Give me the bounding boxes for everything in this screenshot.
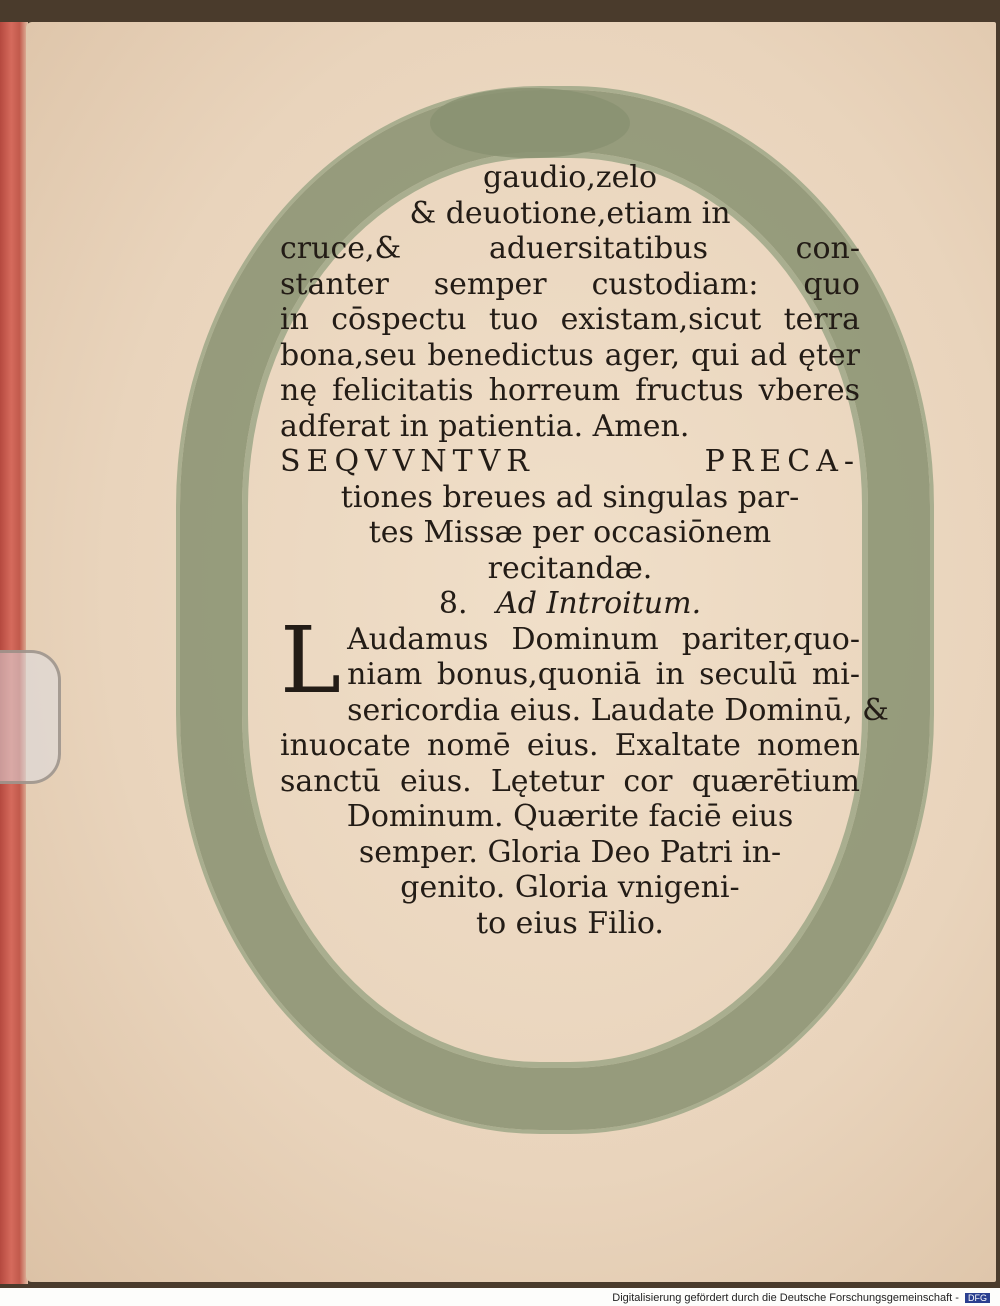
heading-line: SEQVVNTVR PRECA-: [280, 444, 860, 479]
text-line: gaudio,zelo: [482, 160, 658, 195]
footer-text: Digitalisierung gefördert durch die Deutsche Forschungsgemeinschaft -: [612, 1292, 959, 1304]
text-line: cruce,& aduersitatibus con-: [280, 231, 860, 266]
text-line: adferat in patientia. Amen.: [280, 408, 690, 444]
section-title: Ad Introitum.: [496, 586, 702, 621]
body-line: semper. Gloria Deo Patri in-: [358, 834, 782, 870]
text-line: in cōspectu tuo existam,sicut terra: [280, 302, 860, 337]
text-line: bona,seu benedictus ager, qui ad ęter: [280, 337, 860, 373]
section-number: 8.: [438, 586, 468, 621]
body-paragraph: [280, 606, 889, 942]
book-clasp: [0, 650, 61, 784]
body-line: sanctū eius. Lętetur cor quærētium: [280, 763, 860, 799]
body-line: genito. Gloria vnigeni-: [400, 870, 740, 905]
heading-line: recitandæ.: [487, 550, 653, 586]
heading-line: tiones breues ad singulas par-: [340, 479, 800, 515]
dfg-logo: DFG: [965, 1293, 990, 1303]
digitization-footer: [612, 1292, 990, 1304]
body-line: Dominum. Quærite faciē eius: [346, 799, 794, 834]
body-line: Audamus Dominum pariter,quo-: [347, 621, 860, 657]
frame-ornament-top: [430, 88, 630, 158]
text-line: & deuotione,etiam in: [409, 195, 731, 231]
drop-cap: L: [280, 606, 342, 714]
section-heading: [280, 586, 860, 622]
text-line: stanter semper custodiam: quo: [280, 266, 860, 302]
body-line: sericordia eius. Laudate Dominū, &: [347, 692, 889, 728]
body-line: inuocate nomē eius. Exaltate nomen: [280, 728, 860, 763]
body-line: to eius Filio.: [476, 905, 664, 941]
page-text: [280, 160, 889, 941]
body-line: niam bonus,quoniā in seculū mi-: [347, 657, 860, 692]
text-line: nę felicitatis horreum fructus vberes: [280, 373, 860, 408]
heading-line: tes Missæ per occasiōnem: [368, 515, 772, 550]
